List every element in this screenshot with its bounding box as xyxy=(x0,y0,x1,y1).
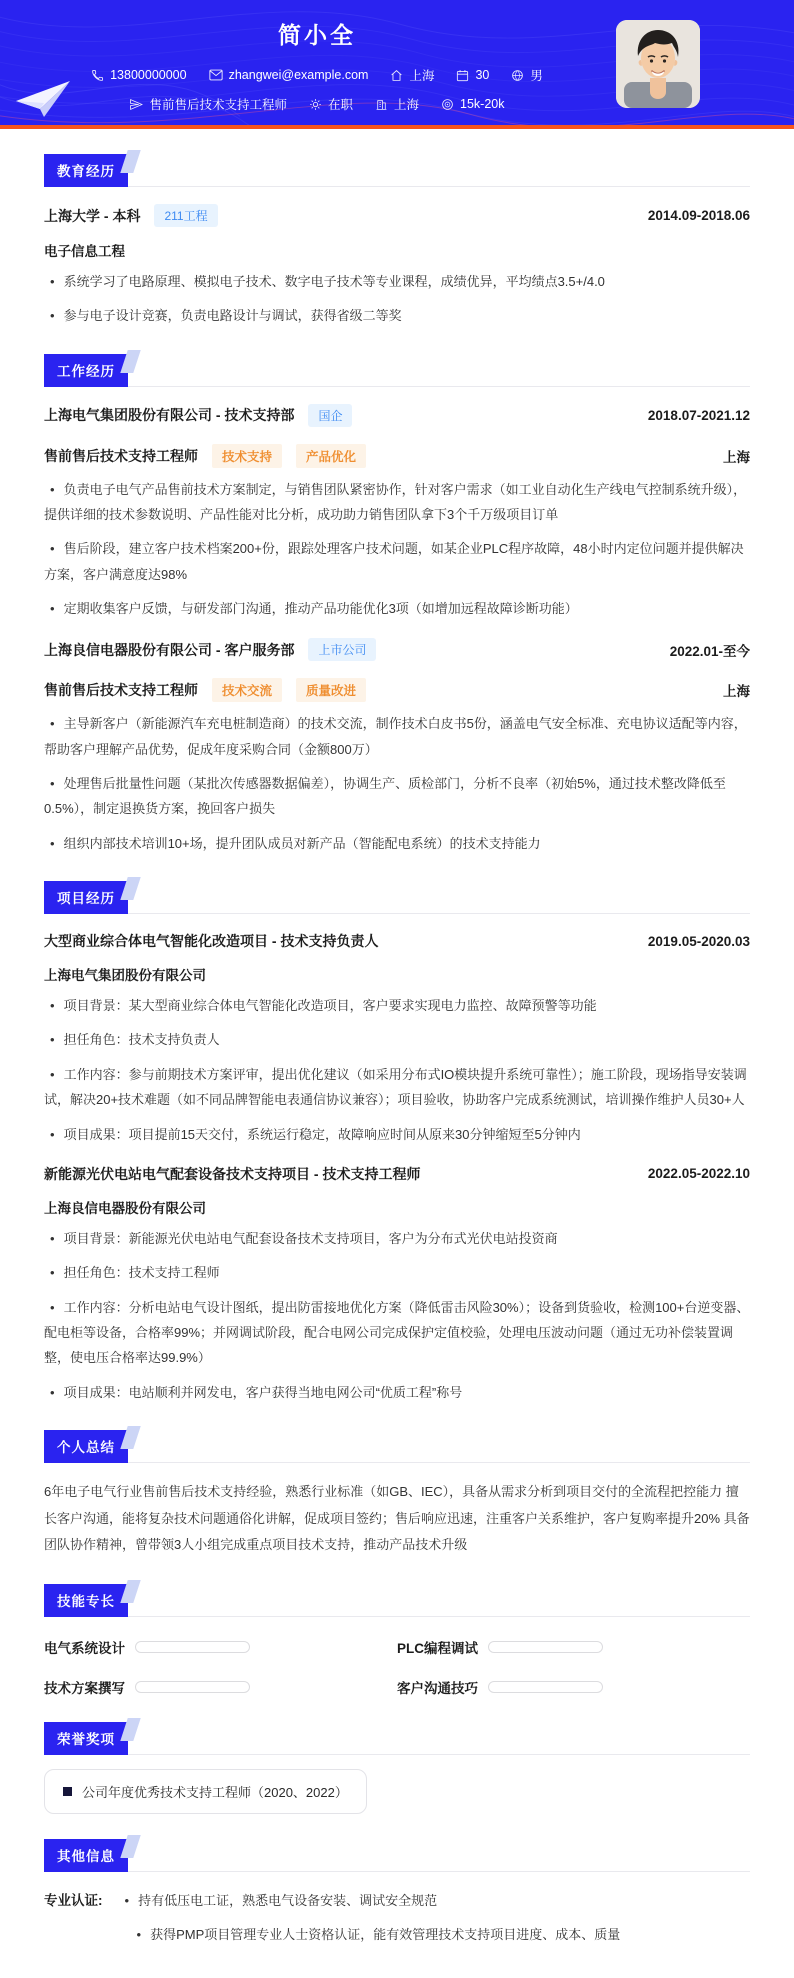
project-company: 上海良信电器股份有限公司 xyxy=(44,1200,206,1216)
project-bullet xyxy=(44,1062,750,1113)
project-entry xyxy=(44,1164,750,1405)
skill-tag: 产品优化 xyxy=(296,444,366,468)
company-tag: 国企 xyxy=(308,404,352,427)
section-divider xyxy=(128,1462,750,1463)
bullet-dot-icon: • xyxy=(50,716,55,732)
project-bullet xyxy=(44,1295,750,1371)
bullet-text: 担任角色：技术支持工程师 xyxy=(63,1265,220,1281)
project-bullet xyxy=(44,1027,750,1052)
project-bullet xyxy=(44,1380,750,1405)
contact-row-1 xyxy=(91,66,543,84)
skill-item xyxy=(44,1637,397,1657)
section-divider xyxy=(128,1754,750,1755)
certifications-list xyxy=(119,1888,621,1948)
resume-body xyxy=(0,154,794,1978)
bullet-dot-icon: • xyxy=(50,1265,55,1281)
section-divider xyxy=(128,913,750,914)
certifications-row xyxy=(44,1888,750,1948)
education-section-header xyxy=(44,154,750,187)
bullet-text: 工作内容：分析电站电气设计图纸，提出防雷接地优化方案（降低雷击风险30%）；设备到货验收，检测100+台逆变器、配电柜等设备，合格率99%；并网调试阶段，配合电网公司完成保护定值校验，处理电压波动问题（通过无功补偿装置调整，使电压合格率达99.9%） xyxy=(44,1299,750,1366)
skill-name: 客户沟通技巧 xyxy=(397,1680,478,1696)
work-title-badge xyxy=(44,354,128,387)
project-date: 2019.05-2020.03 xyxy=(647,933,750,949)
phone-value: 13800000000 xyxy=(110,68,187,82)
honor-item xyxy=(44,1769,367,1814)
skills-title: 技能专长 xyxy=(57,1593,115,1609)
work-location: 上海 xyxy=(723,684,750,700)
section-work xyxy=(44,354,750,856)
section-skills xyxy=(44,1584,750,1697)
job-intention-item xyxy=(129,95,287,113)
skills-section-header xyxy=(44,1584,750,1617)
work-city-value: 上海 xyxy=(394,98,420,112)
summary-text: 6年电子电气行业售前售后技术支持经验，熟悉行业标准（如GB、IEC），具备从需求分析到项目交付的全流程把控能力 擅长客户沟通，能将复杂技术问题通俗化讲解，促成项目签约；售后响应迅速，注重客户关系维护，客户复购率提升20% 具备团队协作精神，曾带领3人小组完成重点项目技术支持，推动产品技术升级 xyxy=(44,1483,750,1553)
position-row xyxy=(44,678,750,702)
education-entry-header xyxy=(44,204,750,227)
work-bullet xyxy=(44,477,750,528)
project-bullet xyxy=(44,993,750,1018)
bullet-text: 主导新客户（新能源汽车充电桩制造商）的技术交流，制作技术白皮书5份，涵盖电气安全标准、充电协议适配等内容，帮助客户理解产品优势，促成年度采购合同（金额800万） xyxy=(44,716,747,757)
work-bullet xyxy=(44,711,750,762)
honors-title-badge xyxy=(44,1722,128,1755)
work-date: 2022.01-至今 xyxy=(669,643,750,659)
project-entry xyxy=(44,931,750,1147)
bullet-text: 工作内容：参与前期技术方案评审，提出优化建议（如采用分布式IO模块提升系统可靠性）；施工阶段，现场指导安装调试，解决20+技术难题（如不同品牌智能电表通信协议兼容）；项目验收，协助客户完成系统测试，培训操作维护人员30+人 xyxy=(44,1066,747,1108)
section-other xyxy=(44,1839,750,1948)
home-city-item xyxy=(390,66,434,84)
contact-row-2 xyxy=(129,95,504,113)
email-icon xyxy=(209,69,223,81)
skill-progress-bar xyxy=(135,1681,250,1693)
section-education xyxy=(44,154,750,329)
project-company: 上海电气集团股份有限公司 xyxy=(44,968,206,984)
section-summary xyxy=(44,1430,750,1559)
project-name: 大型商业综合体电气智能化改造项目 - 技术支持负责人 xyxy=(44,933,379,950)
position-name: 售前售后技术支持工程师 xyxy=(44,682,198,699)
position-left xyxy=(44,444,366,468)
school-tag: 211工程 xyxy=(154,204,217,227)
bullet-text: 系统学习了电路原理、模拟电子技术、数字电子技术等专业课程，成绩优异，平均绩点3.5+/4.0 xyxy=(63,274,605,289)
other-section-header xyxy=(44,1839,750,1872)
paper-plane-icon xyxy=(129,98,143,111)
bullet-dot-icon: • xyxy=(50,1299,55,1315)
skill-progress-bar xyxy=(488,1681,603,1693)
bullet-dot-icon: • xyxy=(50,1066,55,1082)
bullet-dot-icon: • xyxy=(50,601,55,617)
bullet-dot-icon: • xyxy=(50,1032,55,1048)
honor-text: 公司年度优秀技术支持工程师（2020、2022） xyxy=(82,1784,348,1800)
bullet-text: 项目成果：项目提前15天交付，系统运行稳定，故障响应时间从原来30分钟缩短至5分钟内 xyxy=(63,1126,581,1142)
gender-icon xyxy=(511,69,524,82)
work-section-header xyxy=(44,354,750,387)
job-status-item xyxy=(309,95,353,113)
bullet-text: 项目背景：新能源光伏电站电气配套设备技术支持项目，客户为分布式光伏电站投资商 xyxy=(63,1230,558,1246)
summary-title: 个人总结 xyxy=(57,1439,115,1455)
bullet-dot-icon: • xyxy=(50,541,55,557)
honors-title: 荣誉奖项 xyxy=(57,1731,115,1747)
bullet-dot-icon: • xyxy=(50,998,55,1014)
work-bullet xyxy=(44,596,750,621)
honors-section-header xyxy=(44,1722,750,1755)
avatar xyxy=(616,20,700,108)
position-name: 售前售后技术支持工程师 xyxy=(44,447,198,464)
bullet-text: 担任角色：技术支持负责人 xyxy=(63,1032,220,1048)
bullet-text: 项目背景：某大型商业综合体电气智能化改造项目，客户要求实现电力监控、故障预警等功能 xyxy=(63,998,597,1014)
work-location: 上海 xyxy=(723,449,750,465)
major-name: 电子信息工程 xyxy=(44,244,125,259)
position-row xyxy=(44,444,750,468)
award-icon xyxy=(63,1787,72,1796)
position-left xyxy=(44,678,366,702)
work-title: 工作经历 xyxy=(57,363,115,379)
projects-title-badge xyxy=(44,881,128,914)
skill-tag: 技术支持 xyxy=(212,444,282,468)
skill-tag: 质量改进 xyxy=(296,678,366,702)
bullet-dot-icon: • xyxy=(50,1126,55,1142)
bullet-text: 售后阶段，建立客户技术档案200+份，跟踪处理客户技术问题，如某企业PLC程序故障，48小时内定位问题并提供解决方案，客户满意度达98% xyxy=(44,541,744,582)
age-icon xyxy=(456,69,469,82)
gender-item xyxy=(511,66,543,84)
project-date: 2022.05-2022.10 xyxy=(647,1166,750,1182)
bullet-text: 项目成果：电站顺利并网发电，客户获得当地电网公司“优质工程”称号 xyxy=(63,1384,463,1400)
section-divider xyxy=(128,386,750,387)
bullet-text: 组织内部技术培训10+场，提升团队成员对新产品（智能配电系统）的技术支持能力 xyxy=(63,835,541,851)
school-name: 上海大学 - 本科 xyxy=(44,207,141,224)
skill-item xyxy=(44,1677,397,1697)
bullet-text: 定期收集客户反馈，与研发部门沟通，推动产品功能优化3项（如增加远程故障诊断功能） xyxy=(63,601,578,617)
bullet-dot-icon: • xyxy=(50,481,55,497)
home-city-value: 上海 xyxy=(409,69,435,83)
gender-value: 男 xyxy=(530,69,543,83)
skills-title-badge xyxy=(44,1584,128,1617)
work-bullet xyxy=(44,536,750,587)
skill-name: 技术方案撰写 xyxy=(44,1680,125,1696)
company-name: 上海电气集团股份有限公司 - 技术支持部 xyxy=(44,407,295,424)
skill-name: PLC编程调试 xyxy=(397,1640,478,1656)
bullet-dot-icon: • xyxy=(50,1230,55,1246)
section-divider xyxy=(128,186,750,187)
work-entry xyxy=(44,404,750,622)
skill-progress-bar xyxy=(488,1641,603,1653)
skill-item xyxy=(397,1677,750,1697)
skill-tag: 技术交流 xyxy=(212,678,282,702)
email-item xyxy=(209,68,369,82)
salary-value: 15k-20k xyxy=(460,97,505,111)
work-date: 2018.07-2021.12 xyxy=(647,407,750,423)
work-city-item xyxy=(375,95,419,113)
certification-bullet xyxy=(119,1888,621,1913)
home-icon xyxy=(390,69,403,82)
gear-icon xyxy=(309,98,322,111)
project-bullet xyxy=(44,1226,750,1251)
bullet-text: 负责电子电气产品售前技术方案制定，与销售团队紧密协作，针对客户需求（如工业自动化生产线电气控制系统升级），提供详细的技术参数说明、产品性能对比分析，成功助力销售团队拿下3个千万级项目订单 xyxy=(44,481,747,523)
summary-title-badge xyxy=(44,1430,128,1463)
avatar-illustration xyxy=(616,20,700,108)
bullet-dot-icon: • xyxy=(50,1384,55,1400)
company-tag: 上市公司 xyxy=(308,638,376,661)
education-date: 2014.09-2018.06 xyxy=(647,208,750,223)
bullet-text: 获得PMP项目管理专业人士资格认证，能有效管理技术支持项目进度、成本、质量 xyxy=(150,1927,621,1943)
age-value: 30 xyxy=(475,68,490,82)
other-title-badge xyxy=(44,1839,128,1872)
bullet-dot-icon: • xyxy=(124,1892,130,1908)
project-row xyxy=(44,1164,750,1184)
bullet-dot-icon: • xyxy=(50,776,55,792)
projects-title: 项目经历 xyxy=(57,891,115,907)
section-divider xyxy=(128,1871,750,1872)
age-item xyxy=(456,68,489,82)
email-value: zhangwei@example.com xyxy=(228,68,369,82)
section-projects xyxy=(44,881,750,1405)
projects-section-header xyxy=(44,881,750,914)
phone-icon xyxy=(91,69,104,82)
bullet-dot-icon: • xyxy=(136,1927,142,1943)
bullet-dot-icon: • xyxy=(50,274,55,289)
header-content xyxy=(0,0,634,113)
project-bullet xyxy=(44,1122,750,1147)
skill-item xyxy=(397,1637,750,1657)
job-status-value: 在职 xyxy=(328,98,354,112)
work-bullet xyxy=(44,831,750,856)
company-name: 上海良信电器股份有限公司 - 客户服务部 xyxy=(44,641,295,658)
section-honors xyxy=(44,1722,750,1814)
building-icon xyxy=(375,98,388,111)
phone-item xyxy=(91,68,186,82)
company-row xyxy=(44,638,750,661)
certifications-label: 专业认证: xyxy=(44,1892,103,1908)
company-left xyxy=(44,404,352,427)
salary-item xyxy=(441,97,504,111)
candidate-name: 简小全 xyxy=(278,22,356,48)
certification-bullet xyxy=(131,1922,621,1947)
education-title-badge xyxy=(44,154,128,187)
project-row xyxy=(44,931,750,951)
bullet-text: 持有低压电工证，熟悉电气设备安装、调试安全规范 xyxy=(138,1892,438,1908)
other-title: 其他信息 xyxy=(57,1848,115,1864)
school-row xyxy=(44,204,218,227)
company-left xyxy=(44,638,376,661)
education-title: 教育经历 xyxy=(57,164,115,179)
company-row xyxy=(44,404,750,427)
education-bullet xyxy=(44,269,750,294)
bullet-text: 处理售后批量性问题（某批次传感器数据偏差），协调生产、质检部门，分析不良率（初始5%，通过技术整改降低至0.5%），制定退换货方案，挽回客户损失 xyxy=(44,776,726,817)
education-bullet xyxy=(44,303,750,328)
bullet-text: 参与电子设计竞赛，负责电路设计与调试，获得省级二等奖 xyxy=(63,308,402,324)
resume-header xyxy=(0,0,794,129)
skill-name: 电气系统设计 xyxy=(44,1640,125,1656)
target-icon xyxy=(441,98,454,111)
summary-section-header xyxy=(44,1430,750,1463)
skill-progress-bar xyxy=(135,1641,250,1653)
job-intention-value: 售前售后技术支持工程师 xyxy=(149,98,287,112)
work-entry xyxy=(44,638,750,856)
bullet-dot-icon: • xyxy=(50,308,55,324)
work-bullet xyxy=(44,771,750,822)
project-bullet xyxy=(44,1260,750,1285)
section-divider xyxy=(128,1616,750,1617)
project-name: 新能源光伏电站电气配套设备技术支持项目 - 技术支持工程师 xyxy=(44,1165,421,1182)
bullet-dot-icon: • xyxy=(50,835,55,851)
